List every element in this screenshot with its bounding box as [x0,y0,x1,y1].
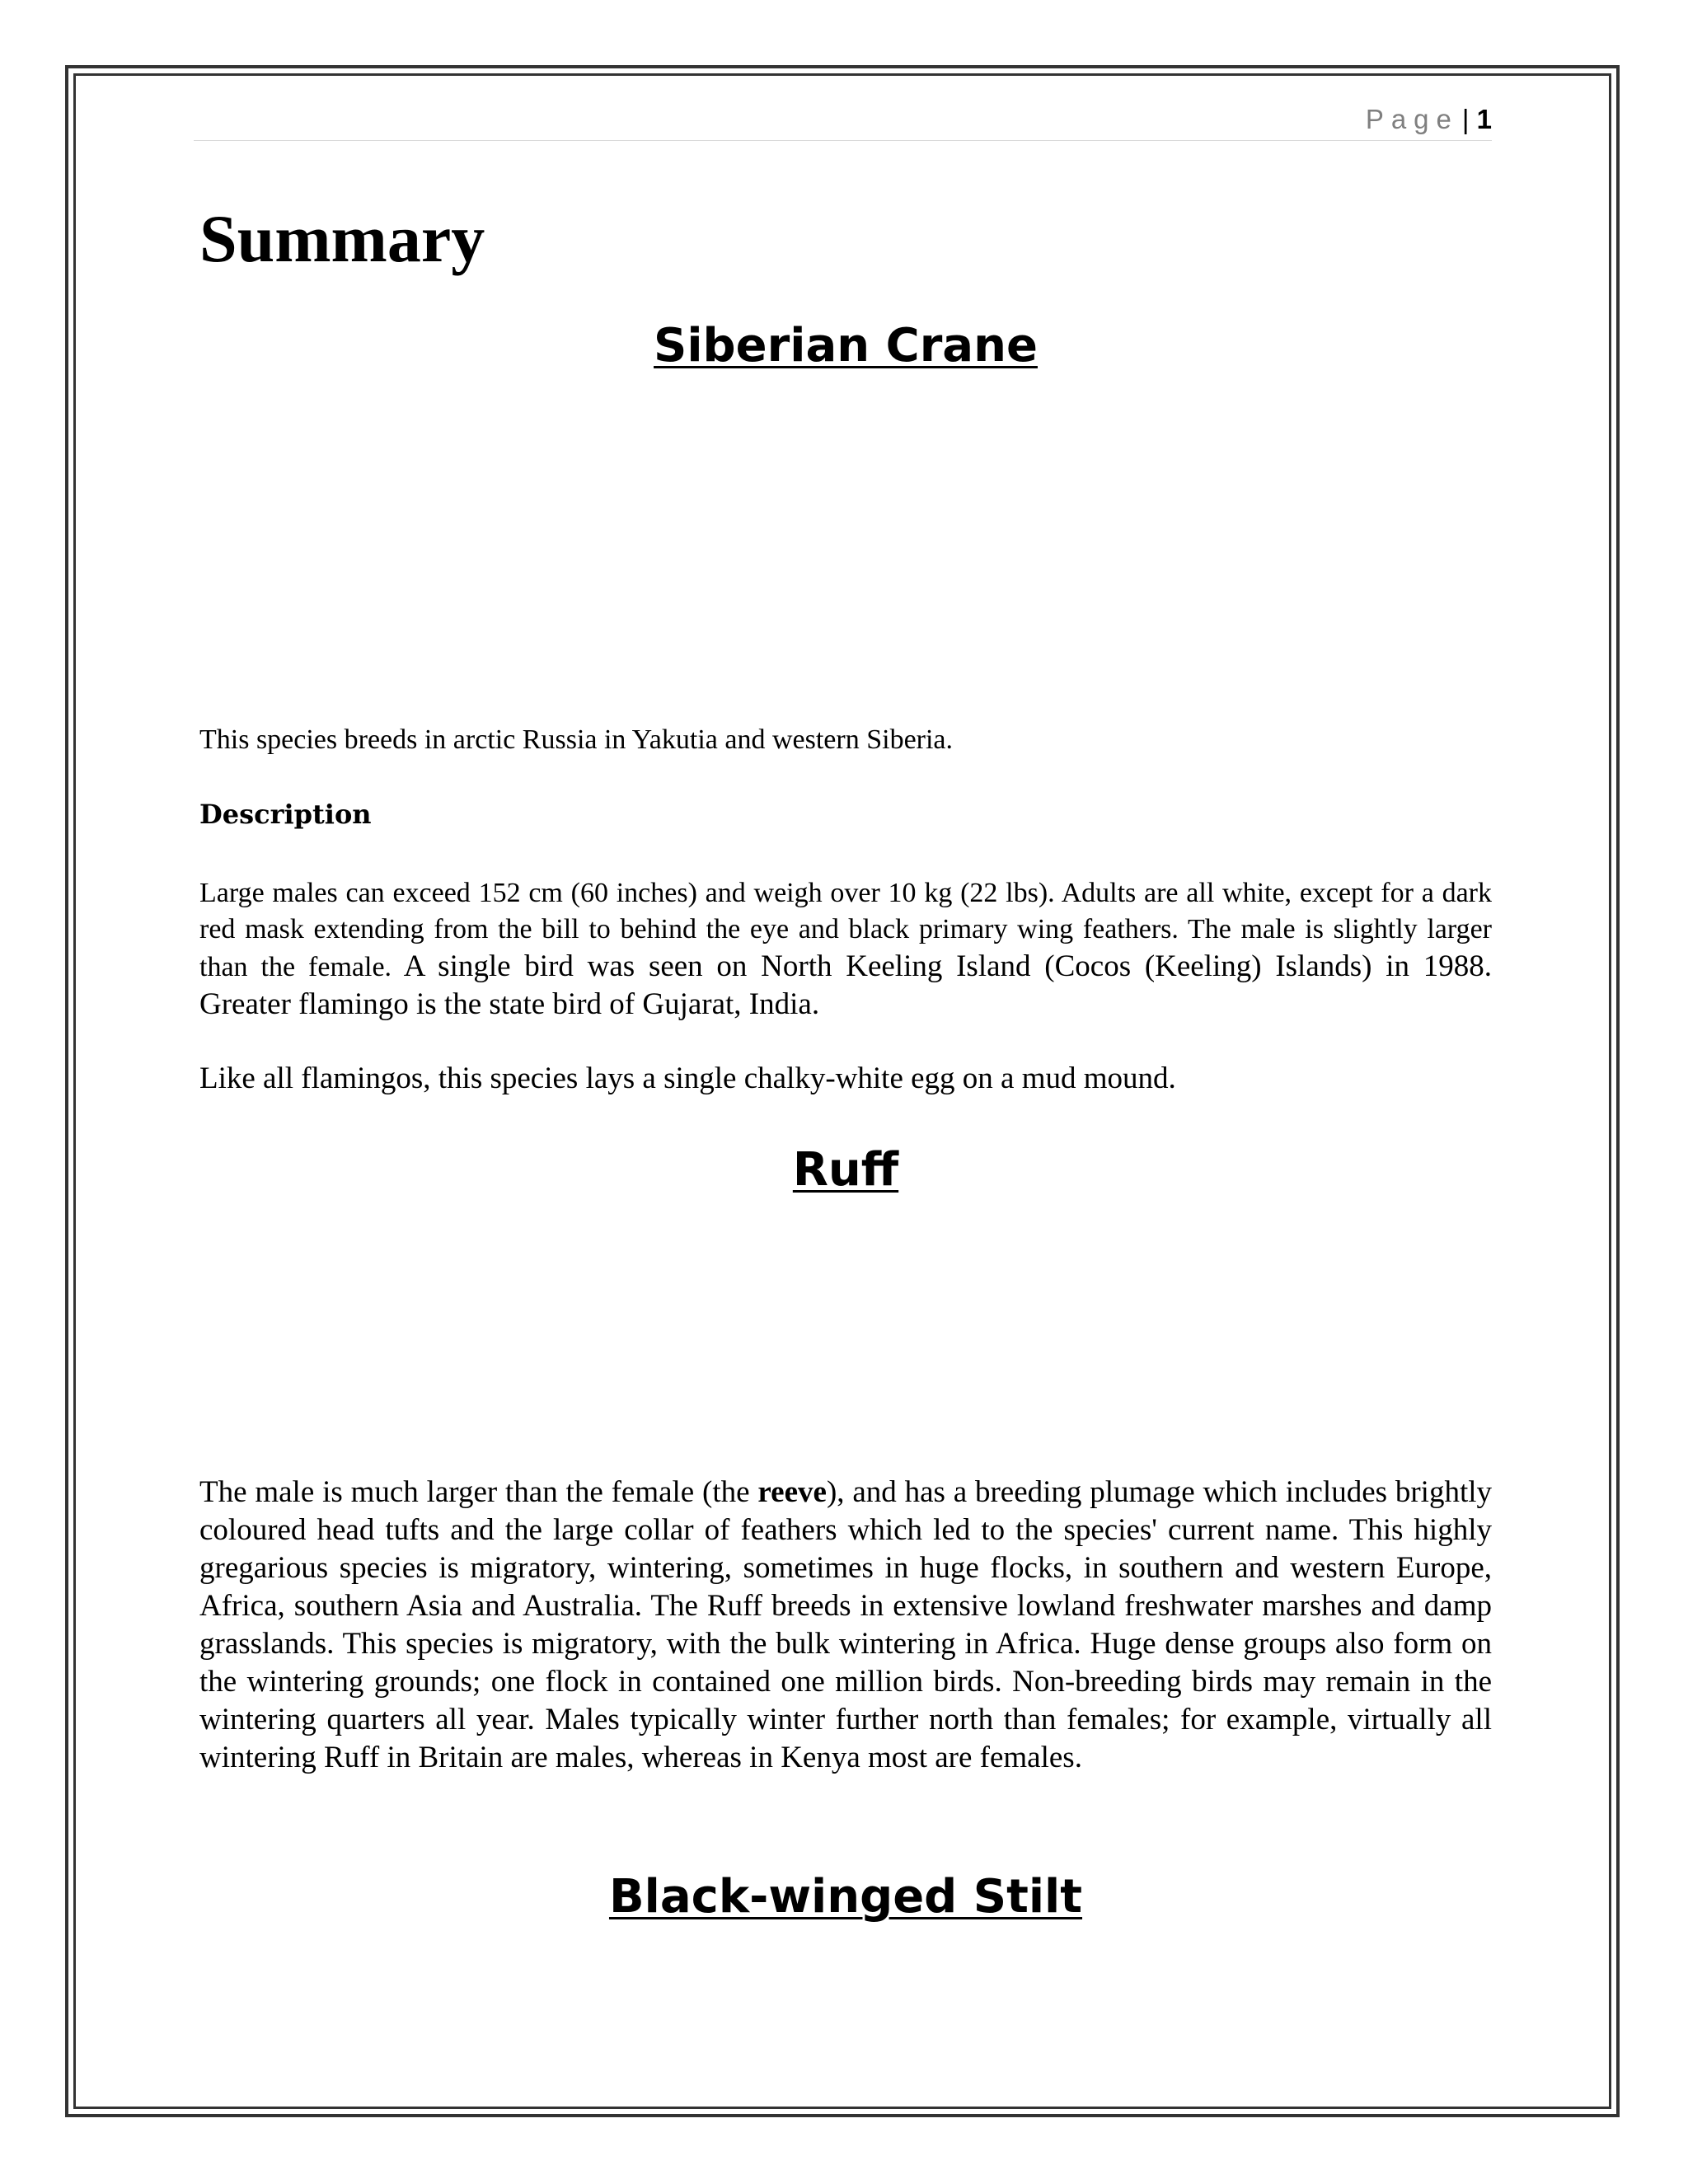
siberian-crane-intro: This species breeds in arctic Russia in Yakutia and western Siberia. [199,724,954,755]
ruff-description-bold: reeve [757,1475,827,1509]
ruff-description-after: ), and has a breeding plumage which includes brightly coloured head tufts and the large collar of feathers which led to the species' current name. This highly gregarious species is migratory, wintering, sometimes in huge flocks, in southern and western Europe, Africa, southern Asia and Australia. The Ruff breeds in extensive lowland freshwater marshes and damp grasslands. This species is migratory, with the bulk wintering in Africa. Huge dense groups also form on the wintering grounds; one flock in contained one million birds. Non-breeding birds may remain in the wintering quarters all year. Males typically winter further north than females; for example, virtually all wintering Ruff in Britain are males, whereas in Kenya most are females. [199,1475,1492,1774]
siberian-crane-description [199,875,1492,1024]
section-heading-ruff: Ruff [792,1143,899,1197]
siberian-crane-description-part1: Large males can exceed 152 cm (60 inches) and weigh over 10 kg (22 lbs). Adults are all white, except for a dark red mask extending from the bill to behind the eye and black primary wing feathers. The male is slightly larger than the female. [199,878,1492,982]
page-label: Page [1365,104,1459,134]
page-separator: | [1461,104,1470,134]
page-number: 1 [1476,104,1492,134]
siberian-crane-closing: Like all flamingos, this species lays a single chalky-white egg on a mud mound. [199,1062,1176,1095]
ruff-description-before: The male is much larger than the female (the [199,1475,758,1509]
page-header [194,99,1492,141]
ruff-description [199,1474,1492,1777]
siberian-crane-description-part2: A single bird was seen on North Keeling Island (Cocos (Keeling) Islands) in 1988. Greater flamingo is the state bird of Gujarat, India. [199,949,1492,1021]
document-title: Summary [199,201,485,276]
section-heading-black-winged-stilt: Black-winged Stilt [608,1870,1083,1924]
section-heading-siberian-crane: Siberian Crane [654,319,1038,373]
siberian-crane-description-heading: Description [199,799,372,830]
